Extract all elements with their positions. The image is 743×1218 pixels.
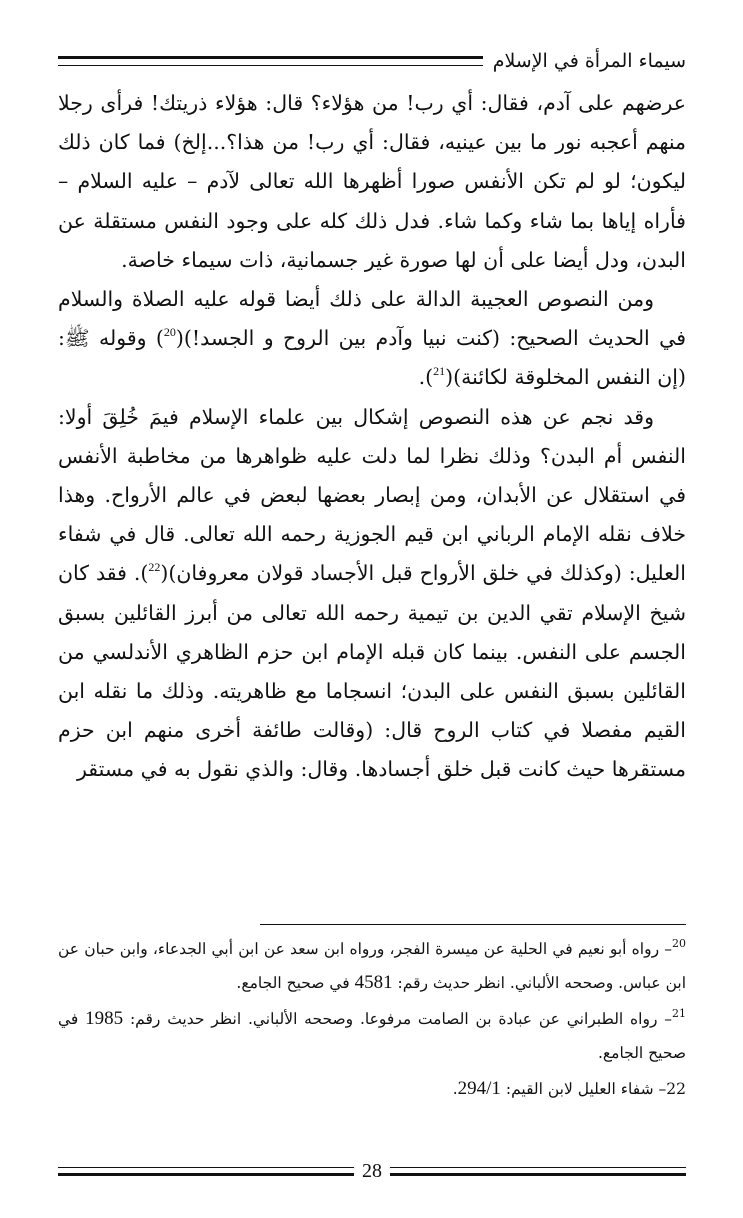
header-title: سيماء المرأة في الإسلام <box>492 49 686 72</box>
hadith-number: 1985 <box>85 1008 124 1029</box>
running-header <box>58 46 686 76</box>
paragraph-2-part-c: ). <box>418 365 434 390</box>
footnote-text-end: في صحيح الجامع. <box>236 974 355 992</box>
header-double-rule <box>58 56 483 66</box>
footer-rule-left <box>58 1167 354 1176</box>
page-reference: 294/1 <box>457 1078 501 1099</box>
footnote-22 <box>58 1072 686 1106</box>
footnote-text: – رواه الطبراني عن عبادة بن الصامت مرفوعا. وصححه الألباني. انظر حديث رقم: <box>123 1010 672 1028</box>
paragraph-2-part-a: ومن النصوص العجيبة الدالة على ذلك أيضا قوله عليه الصلاة والسلام في الحديث الصحيح: (كنت نبيا وآدم بين الروح و الجسد!)( <box>58 287 686 351</box>
footnote-text-end: في صحيح الجامع. <box>58 1010 686 1062</box>
page-number: 28 <box>362 1160 382 1182</box>
footnote-ref-20: 20 <box>163 325 176 340</box>
paragraph-2-part-b: ) وقوله ﷺ: (إن النفس المخلوقة لكائنة)( <box>58 326 686 390</box>
footnote-text: 22– شفاء العليل لابن القيم: <box>500 1080 686 1098</box>
footnote-separator <box>260 924 686 925</box>
paragraph-3-part-a: وقد نجم عن هذه النصوص إشكال بين علماء الإسلام فيمَ خُلِقَ أولا: النفس أم البدن؟ وذلك نظرا لما دلت عليه ظواهرها من مخاطبة الأنفس في استقلال عن الأبدان، ومن إبصار بعضها لبعض في عالم الأرواح. وهذا خلاف نقله الإمام الرباني ابن قيم الجوزية رحمه الله تعالى. قال في شفاء العليل: (وكذلك في خلق الأرواح قبل الأجساد قولان معروفان)( <box>58 404 686 586</box>
footnote-number: 20 <box>672 937 686 950</box>
main-text <box>58 84 686 790</box>
paragraph-1: عرضهم على آدم، فقال: أي رب! من هؤلاء؟ قال: هؤلاء ذريتك! فرأى رجلا منهم أعجبه نور ما بين عينيه، فقال: أي رب! من هذا؟...إلخ) فما كان ذلك ليكون؛ لو لم تكن الأنفس صورا أظهرها الله تعالى لآدم – عليه السلام – فأراه إياها بما شاء وكما شاء. فدل ذلك كله على وجود النفس مستقلة عن البدن، ودل أيضا على أن لها صورة غير جسمانية، ذات سيماء خاصة. <box>58 91 686 272</box>
hadith-number: 4581 <box>354 972 393 993</box>
footnote-text-end: . <box>452 1080 458 1098</box>
footnote-21 <box>58 1002 686 1070</box>
footnote-ref-22: 22 <box>148 560 161 575</box>
paragraph-2 <box>58 280 686 398</box>
footnotes <box>58 932 686 1108</box>
page-footer <box>58 1158 686 1184</box>
footnote-20 <box>58 932 686 1000</box>
paragraph-3 <box>58 398 686 790</box>
paragraph-3-part-b: ). فقد كان شيخ الإسلام تقي الدين بن تيمية رحمه الله تعالى من أبرز القائلين بسبق الجسم على النفس. بينما كان قبله الإمام ابن حزم الظاهري الأندلسي من القائلين بسبق النفس على البدن؛ انسجاما مع ظاهريته. وذلك ما نقله ابن القيم مفصلا في كتاب الروح قال: (وقالت طائفة أخرى منهم ابن حزم مستقرها حيث كانت قبل خلق أجسادها. وقال: والذي نقول به في مستقر <box>58 561 686 782</box>
footnote-text: – رواه أبو نعيم في الحلية عن ميسرة الفجر، ورواه ابن سعد عن ابن أبي الجدعاء، وابن حبان عن ابن عباس. وصححه الألباني. انظر حديث رقم: <box>58 940 686 992</box>
footnote-number: 21 <box>672 1007 686 1020</box>
footnote-ref-21: 21 <box>433 364 446 379</box>
footer-rule-right <box>390 1167 686 1176</box>
